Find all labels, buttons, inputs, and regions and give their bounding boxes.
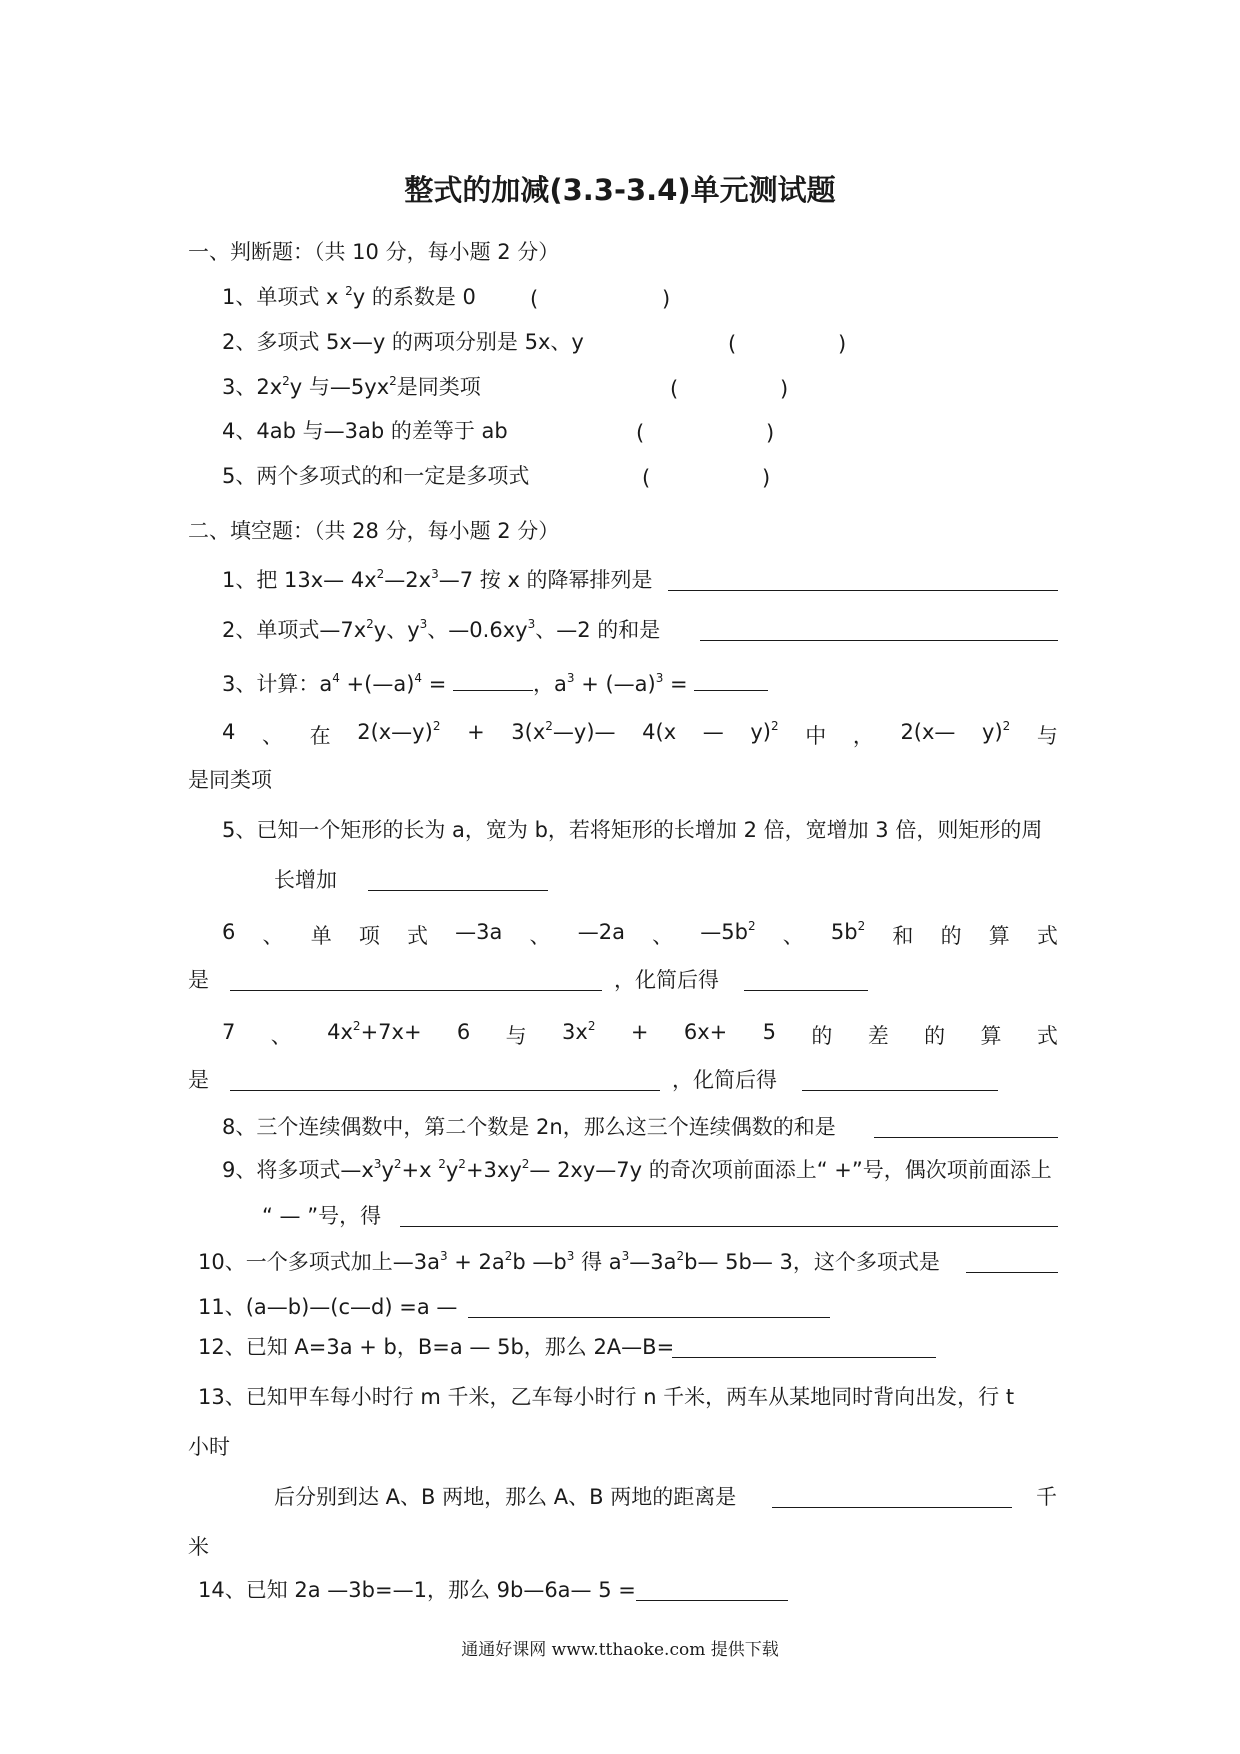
- answer-blank-12[interactable]: [672, 1337, 936, 1358]
- answer-paren-close-4: ): [766, 421, 775, 445]
- fill-item-9-line1: 9、将多项式$—x^3y^2+x$ $^2y^2+3xy^2—$ 2xy—7y 的奇次项前面添上“ +”号，偶次项前面添上: [222, 1157, 1052, 1182]
- fill-item-10: 10、一个多项式加上$—3a^3 + 2a^2b$ $—b^3$ 得 $a^3—3a^2b—$ 5b— 3，这个多项式是: [198, 1249, 940, 1274]
- fill-item-3: 3、计算：$a^4$ +(—a)$^4$ = ，$a^3$ + (—a)$^3$ =: [222, 670, 768, 695]
- answer-paren-open-5: (: [642, 466, 651, 490]
- fill-item-7-line2a: 是: [188, 1068, 209, 1092]
- answer-blank-9[interactable]: [400, 1206, 1058, 1227]
- answer-paren-close-2: ): [838, 332, 847, 356]
- fill-item-4-line2: 是同类项: [188, 768, 272, 792]
- page-title: 整式的加减(3.3-3.4)单元测试题: [404, 173, 836, 207]
- fill-item-13-line1: 13、已知甲车每小时行 m 千米，乙车每小时行 n 千米，两车从某地同时背向出发，行 t: [198, 1385, 1015, 1409]
- fill-item-4-line1: 4 、 在 2(x—y)$^2$ + $3(x^2—y)—$ 4(x — y)$^2$ 中 ， 2(x— y)$^2$ 与: [222, 719, 1058, 748]
- fill-item-6-line2a: 是: [188, 968, 209, 992]
- footer-credit: 通通好课网 www.tthaoke.com 提供下载: [461, 1640, 779, 1660]
- answer-blank-13[interactable]: [772, 1487, 1012, 1508]
- answer-blank-11[interactable]: [468, 1297, 830, 1318]
- answer-blank-2[interactable]: [700, 620, 1058, 641]
- fill-item-12: 12、已知 A=3a + b，B=a — 5b，那么 2A—B=: [198, 1335, 675, 1359]
- answer-blank-5[interactable]: [368, 870, 548, 891]
- answer-blank-7a[interactable]: [230, 1070, 660, 1091]
- fill-item-2: 2、单项式$—7x^2y$、$y^3$、$—0.6xy^3$、—2 的和是: [222, 617, 661, 642]
- fill-item-11: 11、(a—b)—(c—d) =a —: [198, 1295, 458, 1319]
- fill-item-8: 8、三个连续偶数中，第二个数是 2n，那么这三个连续偶数的和是: [222, 1115, 836, 1139]
- answer-blank-14[interactable]: [636, 1580, 788, 1601]
- answer-blank-10[interactable]: [966, 1252, 1058, 1273]
- fill-item-7-line1: 7 、 $4x^2+7x+$ 6 与 $3x^2$ + 6x+ 5 的 差 的 算 式: [222, 1019, 1058, 1048]
- answer-blank-3a[interactable]: [453, 670, 533, 691]
- answer-blank-6a[interactable]: [230, 970, 602, 991]
- fill-item-14: 14、已知 2a —3b=—1，那么 9b—6a— 5 =: [198, 1578, 636, 1602]
- answer-paren-open-4: (: [636, 421, 645, 445]
- fill-item-5-line1: 5、已知一个矩形的长为 a，宽为 b，若将矩形的长增加 2 倍，宽增加 3 倍，则矩形的周: [222, 818, 1043, 842]
- tf-item-3: 3、$2x^2y$ 与$—5yx^2$是同类项: [222, 374, 481, 399]
- fill-item-7-line2b: ，化简后得: [672, 1068, 777, 1092]
- fill-item-6-line1: 6 、 单 项 式 —3a 、 —2a 、 $—5b^2$ 、 $5b^2$ 和 的 算 式: [222, 919, 1058, 948]
- unit-km-part2: 米: [188, 1535, 209, 1559]
- answer-paren-close-5: ): [762, 466, 771, 490]
- section2-heading: 二、填空题：（共 28 分，每小题 2 分）: [188, 519, 560, 543]
- tf-item-1: 1、单项式 x $^2$y 的系数是 0: [222, 284, 476, 309]
- answer-paren-open-1: (: [530, 287, 539, 311]
- fill-item-13-line2: 小时: [188, 1435, 230, 1459]
- fill-item-5-line2: 长增加: [274, 868, 337, 892]
- answer-blank-3b[interactable]: [694, 670, 768, 691]
- fill-item-13-line3: 后分别到达 A、B 两地，那么 A、B 两地的距离是: [274, 1485, 737, 1509]
- answer-paren-open-3: (: [670, 377, 679, 401]
- answer-blank-6b[interactable]: [744, 970, 868, 991]
- fill-item-6-line2b: ，化简后得: [614, 968, 719, 992]
- unit-km-part1: 千: [1036, 1485, 1057, 1509]
- answer-blank-7b[interactable]: [802, 1070, 998, 1091]
- answer-paren-close-3: ): [780, 377, 789, 401]
- tf-item-2: 2、多项式 5x—y 的两项分别是 5x、y: [222, 330, 584, 354]
- fill-item-9-line2: “ — ”号，得: [262, 1204, 382, 1228]
- tf-item-4: 4、4ab 与—3ab 的差等于 ab: [222, 419, 508, 443]
- answer-blank-8[interactable]: [874, 1117, 1058, 1138]
- fill-item-1: 1、把 13x— $4x^2—2x^3—7$ 按 x 的降幂排列是: [222, 567, 653, 592]
- tf-item-5: 5、两个多项式的和一定是多项式: [222, 464, 530, 488]
- answer-paren-open-2: (: [728, 332, 737, 356]
- answer-paren-close-1: ): [662, 287, 671, 311]
- section1-heading: 一、判断题：（共 10 分，每小题 2 分）: [188, 240, 560, 264]
- answer-blank-1[interactable]: [668, 570, 1058, 591]
